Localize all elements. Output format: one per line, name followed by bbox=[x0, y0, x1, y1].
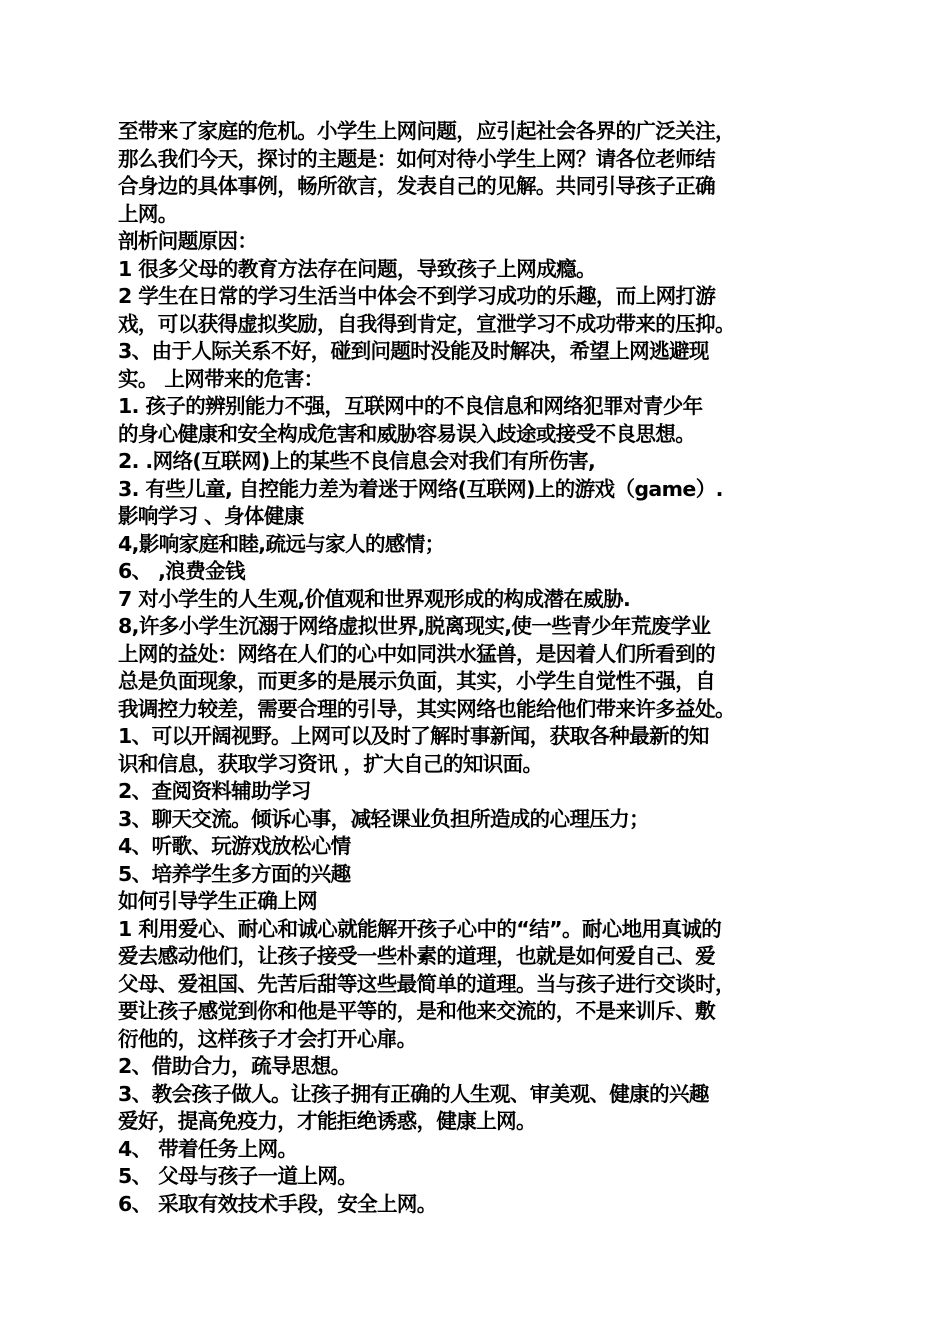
text-line: 1 利用爱心、耐心和诚心就能解开孩子心中的“结”。耐心地用真诚的 bbox=[118, 916, 722, 941]
text-line: 识和信息，获取学习资讯 ，扩大自己的知识面。 bbox=[118, 751, 543, 776]
text-line: 5、 父母与孩子一道上网。 bbox=[118, 1164, 358, 1188]
text-line: 1. 孩子的辨别能力不强，互联网中的不良信息和网络犯罪对青少年 bbox=[118, 394, 703, 418]
text-line: 5、培养学生多方面的兴趣 bbox=[118, 861, 351, 886]
text-line: 爱好，提高免疫力，才能拒绝诱惑，健康上网。 bbox=[118, 1109, 536, 1133]
text-line: 2、借助合力，疏导思想。 bbox=[118, 1054, 351, 1078]
text-line: 1、可以开阔视野。上网可以及时了解时事新闻，获取各种最新的知 bbox=[118, 724, 709, 748]
text-line: 爱去感动他们，让孩子接受一些朴素的道理，也就是如何爱自己、爱 bbox=[118, 944, 715, 968]
text-line: 至带来了家庭的危机。小学生上网问题，应引起社会各界的广泛关注， bbox=[118, 119, 735, 143]
document-body bbox=[118, 118, 840, 1218]
text-line: 2、查阅资料辅助学习 bbox=[118, 779, 311, 803]
text-line: 衍他的，这样孩子才会打开心扉。 bbox=[118, 1026, 417, 1051]
text-line: 3、由于人际关系不好，碰到问题时没能及时解决，希望上网逃避现 bbox=[118, 339, 709, 363]
text-line: 影响学习 、身体健康 bbox=[118, 504, 304, 528]
text-line: 2. .网络(互联网)上的某些不良信息会对我们有所伤害, bbox=[118, 449, 596, 473]
text-line: 父母、爱祖国、先苦后甜等这些最简单的道理。当与孩子进行交谈时， bbox=[118, 971, 735, 996]
text-line: 3、教会孩子做人。让孩子拥有正确的人生观、审美观、健康的兴趣 bbox=[118, 1081, 709, 1106]
text-line: 4,影响家庭和睦,疏远与家人的感情； bbox=[118, 531, 445, 556]
text-line: 如何引导学生正确上网 bbox=[118, 889, 317, 913]
text-line: 合身边的具体事例，畅所欲言，发表自己的见解。共同引导孩子正确 bbox=[118, 174, 715, 198]
text-line: 4、听歌、玩游戏放松心情 bbox=[118, 834, 351, 858]
text-line: 3. 有些儿童, 自控能力差为着迷于网络(互联网)上的游戏（game）. bbox=[118, 476, 723, 501]
text-line: 1 很多父母的教育方法存在问题，导致孩子上网成瘾。 bbox=[118, 256, 596, 281]
text-line: 戏，可以获得虚拟奖励，自我得到肯定，宣泄学习不成功带来的压抑。 bbox=[118, 311, 735, 336]
text-line: 剖析问题原因： bbox=[118, 229, 258, 253]
text-line: 那么我们今天，探讨的主题是：如何对待小学生上网？请各位老师结 bbox=[118, 146, 715, 171]
text-line: 实。 上网带来的危害： bbox=[118, 366, 324, 391]
text-line: 总是负面现象，而更多的是展示负面，其实，小学生自觉性不强，自 bbox=[118, 669, 715, 693]
text-line: 要让孩子感觉到你和他是平等的，是和他来交流的，不是来训斥、敷 bbox=[118, 999, 715, 1023]
text-line: 上网的益处：网络在人们的心中如同洪水猛兽，是因着人们所看到的 bbox=[118, 641, 715, 666]
text-line: 上网。 bbox=[118, 201, 178, 226]
text-line: 2 学生在日常的学习生活当中体会不到学习成功的乐趣，而上网打游 bbox=[118, 284, 716, 308]
text-line: 7 对小学生的人生观,价值观和世界观形成的构成潜在威胁. bbox=[118, 586, 631, 611]
text-line: 我调控力较差，需要合理的引导，其实网络也能给他们带来许多益处。 bbox=[118, 696, 735, 721]
text-line: 的身心健康和安全构成危害和威胁容易误入歧途或接受不良思想。 bbox=[118, 421, 696, 446]
text-line: 3、聊天交流。倾诉心事，减轻课业负担所造成的心理压力； bbox=[118, 806, 650, 831]
text-line: 8,许多小学生沉溺于网络虚拟世界,脱离现实,使一些青少年荒废学业 bbox=[118, 614, 711, 638]
text-line: 4、 带着任务上网。 bbox=[118, 1136, 298, 1161]
text-line: 6、 采取有效技术手段，安全上网。 bbox=[118, 1191, 437, 1216]
text-line: 6、 ,浪费金钱 bbox=[118, 559, 245, 583]
